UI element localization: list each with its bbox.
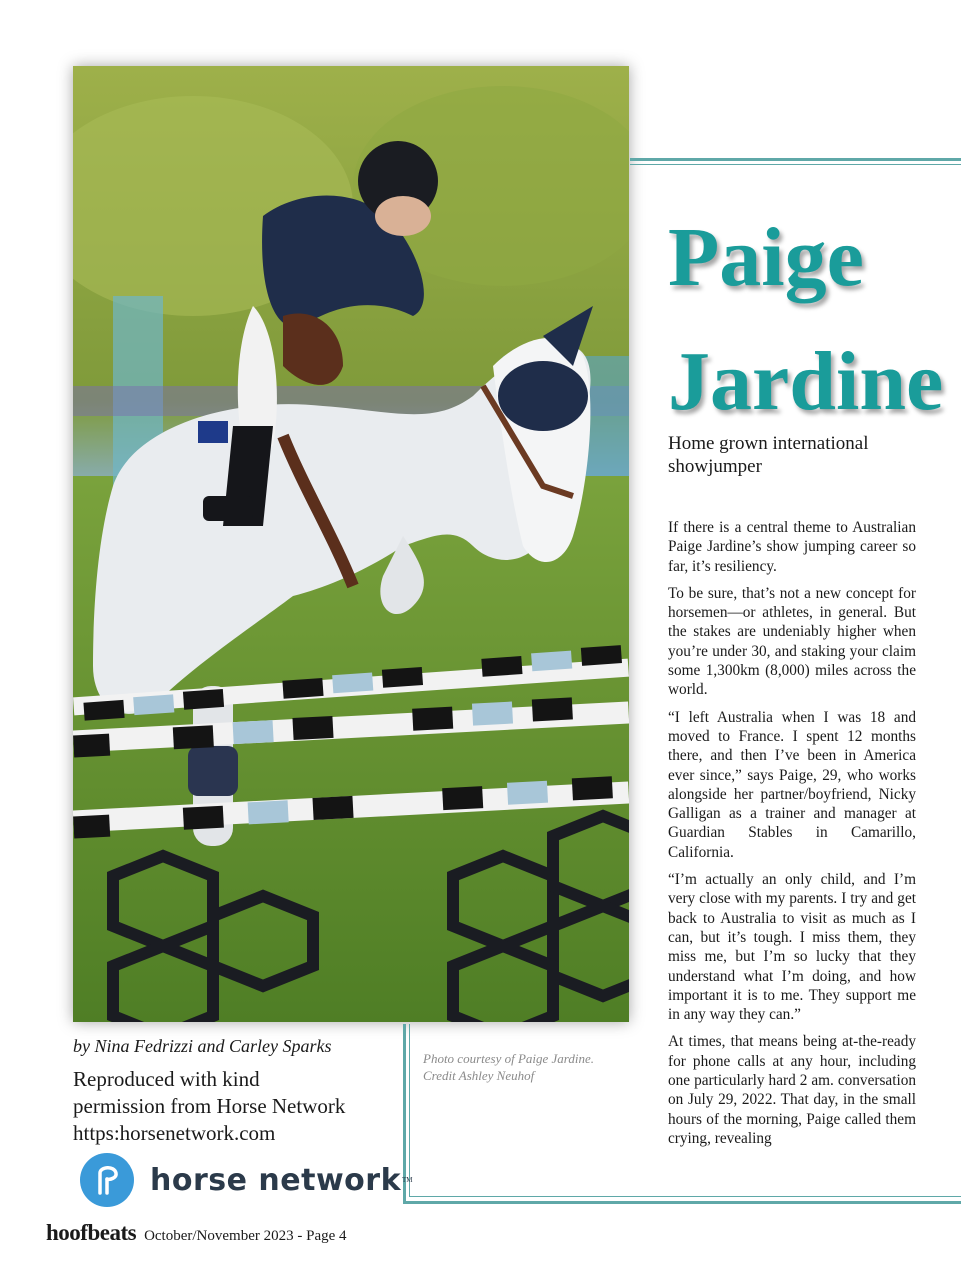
repro-line-2: permission from Horse Network [73, 1094, 346, 1118]
horse-network-logo[interactable] [80, 1152, 413, 1208]
photo-credit-line-1: Photo courtesy of Paige Jardine. [423, 1051, 595, 1066]
byline: by Nina Fedrizzi and Carley Sparks [73, 1036, 332, 1056]
bottom-frame-line [403, 1201, 961, 1204]
article-paragraph: If there is a central theme to Australian Paige Jardine’s show jumping career so far, it’s resiliency. [668, 519, 916, 575]
logo-trademark: TM [402, 1176, 413, 1184]
article-body [668, 518, 916, 1156]
hero-photo [73, 66, 629, 1022]
article-paragraph: “I’m actually an only child, and I’m very close with my parents. I try and get back to Australia to visit as much as I can, but it’s tough. I miss them, they miss me, but I’m so lucky that they understand what I’m doing, and how important it is to me. They support me in any way they can.” [668, 871, 916, 1024]
reproduction-notice [73, 1066, 393, 1147]
top-frame-line [630, 158, 961, 161]
article-title [668, 196, 958, 444]
repro-url[interactable]: https:horsenetwork.com [73, 1121, 276, 1145]
footer-date-page: October/November 2023 - Page 4 [144, 1228, 347, 1244]
horse-network-logo-icon [80, 1153, 134, 1207]
photo-credit [423, 1050, 623, 1084]
page-footer [46, 1220, 347, 1246]
logo-wordmark: horse network [150, 1162, 402, 1198]
repro-line-1: Reproduced with kind [73, 1067, 260, 1091]
photo-credit-line-2: Credit Ashley Neuhof [423, 1068, 535, 1083]
horse-rider-jumping-photo [73, 66, 629, 1022]
article-paragraph: At times, that means being at-the-ready for phone calls at any hour, including one particularly hard 2 am. conversation on July 29, 2022. That day, in the small hours of the morning, Paige called them crying, revealing [668, 1033, 916, 1147]
title-line-2: Jardine [668, 335, 944, 428]
article-paragraph: “I left Australia when I was 18 and moved to France. I spent 12 months there, and then I’ve been in America ever since,” says Paige, 29, who works alongside her partner/boyfriend, Nicky Galligan as a trainer and manager at Guardian Stables in Camarillo, California. [668, 708, 916, 861]
article-paragraph: To be sure, that’s not a new concept for horsemen—or athletes, in general. But the stakes are undeniably higher when you’re under 30, and staking your claim some 1,300km (8,000) miles across the world. [668, 584, 916, 699]
bottom-frame-line-thin [409, 1196, 961, 1197]
top-frame-line-thin [630, 164, 961, 165]
footer-brand: hoofbeats [46, 1220, 137, 1245]
title-line-1: Paige [668, 211, 864, 304]
article-subtitle: Home grown international showjumper [668, 433, 869, 477]
